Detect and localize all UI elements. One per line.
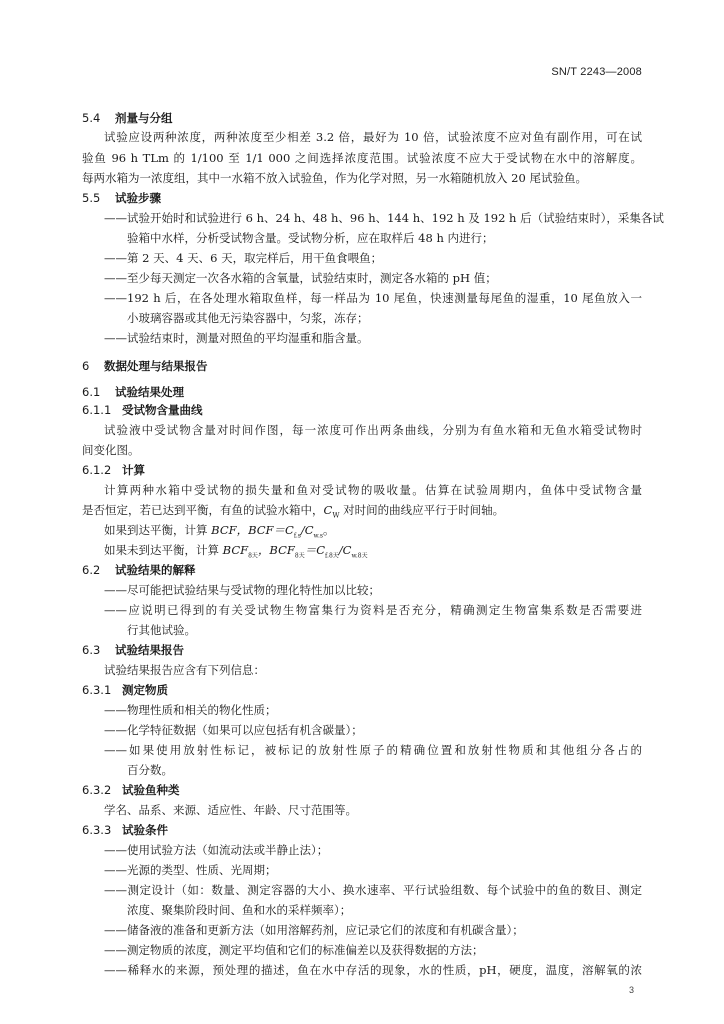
sec633-dash-5: ——测定物质的浓度，测定平均值和它们的标准偏差以及获得数据的方法； [104, 943, 484, 957]
sec55-dash-1-line-2: 验箱中水样，分析受试物含量。受试物分析，应在取样后 48 h 内进行； [127, 231, 494, 245]
section-6-3-2-heading: 6.3.2 试验鱼种类 [82, 783, 180, 797]
section-6-3-1-heading: 6.3.1 测定物质 [82, 683, 168, 697]
sec54-para-line-3: 每两水箱为一浓度组，其中一水箱不放入试验鱼，作为化学对照，另一水箱随机放入 20 尾试验鱼。 [82, 171, 587, 185]
sec633-dash-1: ——使用试验方法（如流动法或半静止法）； [104, 843, 329, 857]
section-6-1-1-heading: 6.1.1 受试物含量曲线 [82, 403, 203, 417]
sec55-dash-3: ——至少每天测定一次各水箱的含氧量，试验结束时，测定各水箱的 pH 值； [104, 271, 497, 285]
section-6-1-heading: 6.1 试验结果处理 [82, 385, 184, 399]
sec633-dash-4: ——储备液的准备和更新方法（如用溶解药剂，应记录它们的浓度和有机碳含量）； [104, 923, 524, 937]
sec55-dash-5: ——试验结束时，测量对照鱼的平均湿重和脂含量。 [104, 331, 369, 345]
section-6-2-heading: 6.2 试验结果的解释 [82, 563, 196, 577]
sec633-dash-3-line-1: ——测定设计（如：数量、测定容器的大小、换水速率、平行试验组数、每个试验中的鱼的数目、测定 [104, 883, 642, 897]
sec62-dash-1: ——尽可能把试验结果与受试物的理化特性加以比较； [104, 583, 380, 597]
sec612-formula-non-equilibrium: 如果未到达平衡，计算 $BCF_{8天}$，$BCF_{8天}=C_{f.8天}/C_{w.8天}$ [104, 543, 368, 560]
section-6-3-heading: 6.3 试验结果报告 [82, 643, 184, 657]
sec54-para-line-2: 验鱼 96 h TLm 的 1/100 至 1/1 000 之间选择浓度范围。试验浓度不应大于受试物在水中的溶解度。 [82, 151, 642, 165]
section-6-heading: 6 数据处理与结果报告 [82, 359, 208, 373]
section-6-1-2-heading: 6.1.2 计算 [82, 463, 145, 477]
sec612-formula-equilibrium: 如果到达平衡，计算 BCF，$BCF=C_{f.s}/C_{w.s}$。 [104, 523, 335, 540]
sec55-dash-1-line-1: ——试验开始时和试验进行 6 h、24 h、48 h、96 h、144 h、192 h 及 192 h 后（试验结束时），采集各试 [104, 211, 664, 225]
sec631-dash-3-line-1: ——如果使用放射性标记，被标记的放射性原子的精确位置和放射性物质和其他组分各占的 [104, 743, 642, 757]
sec633-dash-6: ——稀释水的来源，预处理的描述，鱼在水中存活的现象，水的性质，pH，硬度，温度，溶解氧的浓 [104, 963, 642, 977]
sec611-para-line-2: 间变化图。 [82, 443, 140, 457]
section-6-3-3-heading: 6.3.3 试验条件 [82, 823, 168, 837]
page-number: 3 [628, 985, 634, 995]
sec631-dash-3-line-2: 百分数。 [127, 763, 173, 777]
sec55-dash-2: ——第 2 天、4 天、6 天，取完样后，用干鱼食喂鱼； [104, 251, 383, 265]
sec633-dash-2: ——光源的类型、性质、光周期； [104, 863, 277, 877]
sec633-dash-3-line-2: 浓度、聚集阶段时间、鱼和水的采样频率）； [127, 903, 352, 917]
sec631-dash-2: ——化学特征数据（如果可以应包括有机含碳量）； [104, 723, 363, 737]
sec62-dash-2-line-1: ——应说明已得到的有关受试物生物富集行为资料是否充分，精确测定生物富集系数是否需要进 [104, 603, 642, 617]
sec611-para-line-1: 试验液中受试物含量对时间作图，每一浓度可作出两条曲线，分别为有鱼水箱和无鱼水箱受试物时 [104, 423, 642, 437]
standard-code: SN/T 2243—2008 [551, 66, 642, 78]
sec55-dash-4-line-1: ——192 h 后，在各处理水箱取鱼样，每一样品为 10 尾鱼，快速测量每尾鱼的湿重，10 尾鱼放入一 [104, 291, 642, 305]
sec612-para-line-2: 是否恒定，若已达到平衡，有鱼的试验水箱中，$C_W$ 对时间的曲线应平行于时间轴。 [82, 503, 505, 520]
section-5-4-heading: 5.4 剂量与分组 [82, 111, 173, 125]
sec55-dash-4-line-2: 小玻璃容器或其他无污染容器中，匀浆，冻存； [127, 311, 369, 325]
sec62-dash-2-line-2: 行其他试验。 [127, 623, 196, 637]
sec612-para-line-1: 计算两种水箱中受试物的损失量和鱼对受试物的吸收量。估算在试验周期内，鱼体中受试物含量 [104, 483, 642, 497]
sec632-para: 学名、品系、来源、适应性、年龄、尺寸范围等。 [104, 803, 357, 817]
sec54-para-line-1: 试验应设两种浓度，两种浓度至少相差 3.2 倍，最好为 10 倍，试验浓度不应对鱼有副作用，可在试 [104, 130, 642, 144]
sec631-dash-1: ——物理性质和相关的物化性质； [104, 703, 277, 717]
section-5-5-heading: 5.5 试验步骤 [82, 191, 161, 205]
sec63-para: 试验结果报告应含有下列信息： [104, 663, 265, 677]
